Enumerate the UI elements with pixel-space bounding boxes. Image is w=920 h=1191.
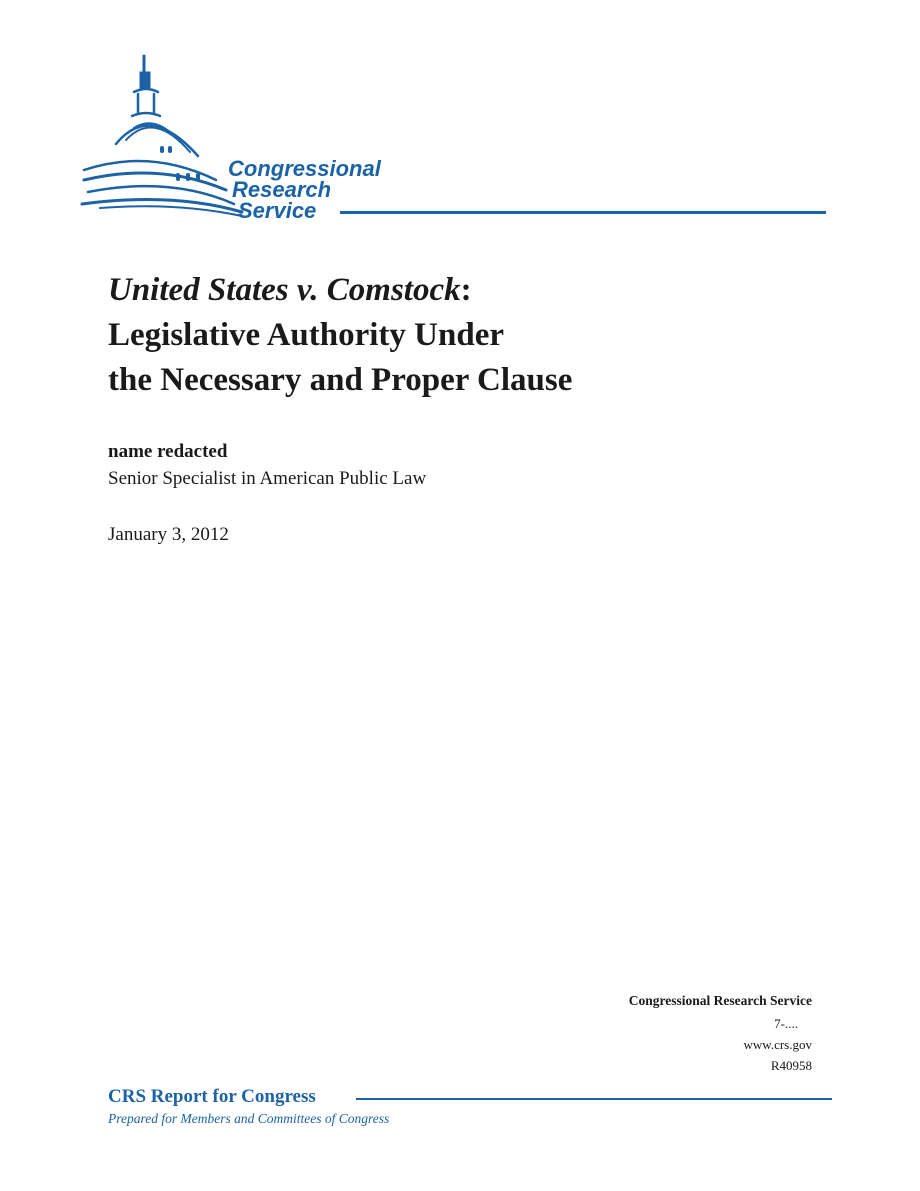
crs-contact-block xyxy=(560,990,812,1076)
footer-rule xyxy=(356,1098,832,1100)
report-title xyxy=(108,268,828,403)
crs-name: Congressional Research Service xyxy=(628,993,812,1008)
title-line-1 xyxy=(108,268,828,313)
crs-phone: 7-.... xyxy=(774,1016,798,1031)
author-role: Senior Specialist in American Public Law xyxy=(108,468,427,489)
logo-text-congressional: Congressional xyxy=(228,156,381,181)
logo-text-research: Research xyxy=(232,177,332,202)
author-name: name redacted xyxy=(108,441,228,462)
report-date: January 3, 2012 xyxy=(108,524,229,545)
crs-website: www.crs.gov xyxy=(743,1037,812,1052)
case-name: United States v. Comstock xyxy=(108,272,461,308)
title-line-2: Legislative Authority Under xyxy=(108,317,504,353)
footer-title: CRS Report for Congress xyxy=(108,1086,316,1107)
footer-subtitle: Prepared for Members and Committees of Congress xyxy=(108,1111,390,1126)
report-number: R40958 xyxy=(770,1058,812,1073)
logo-text-service: Service xyxy=(238,198,317,223)
title-colon: : xyxy=(460,272,472,308)
logo-rule xyxy=(340,211,826,214)
title-line-3: the Necessary and Proper Clause xyxy=(108,362,573,398)
